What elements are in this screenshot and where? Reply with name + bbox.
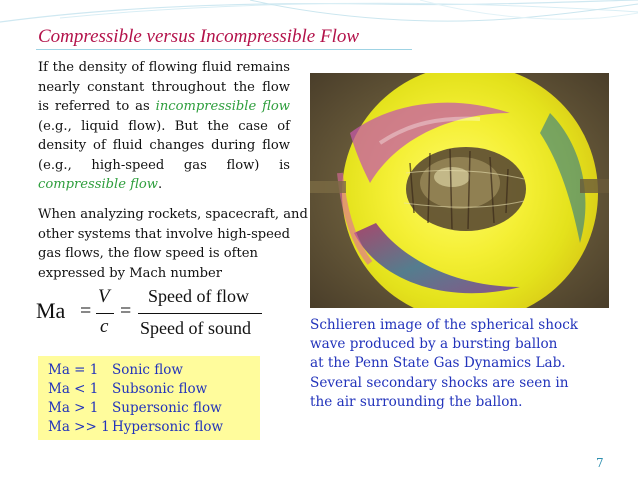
mach-condition: Ma > 1 (48, 400, 99, 416)
compressible-term: compressible flow (38, 177, 158, 192)
fraction-bar (138, 313, 262, 314)
flow-regime: Supersonic flow (112, 400, 222, 416)
formula-equals: = (120, 300, 132, 322)
image-caption (310, 316, 610, 412)
paragraph-text: . (157, 177, 163, 192)
mach-condition: Ma = 1 (48, 362, 99, 378)
definition-paragraph (38, 58, 290, 195)
mach-regime-table (38, 356, 260, 440)
caption-line: Schlieren image of the spherical shock (310, 317, 579, 333)
caption-line: wave produced by a bursting ballon (310, 336, 558, 353)
mach-number-formula (36, 282, 272, 348)
formula-v: V (98, 286, 110, 307)
formula-ma: Ma (36, 298, 66, 323)
schlieren-image (310, 73, 609, 308)
page-number: 7 (596, 456, 604, 470)
slide-title: Compressible versus Incompressible Flow (38, 26, 360, 47)
formula-equals: = (80, 300, 92, 322)
mach-condition: Ma >> 1 (48, 419, 110, 435)
mach-condition: Ma < 1 (48, 381, 99, 397)
fraction-bar (96, 313, 114, 314)
flow-regime: Subsonic flow (112, 381, 208, 397)
formula-numerator: Speed of flow (148, 286, 249, 306)
caption-line: the air surrounding the ballon. (310, 393, 523, 410)
formula-c: c (100, 316, 109, 337)
flow-regime: Hypersonic flow (112, 419, 224, 435)
schlieren-shock-illustration (310, 73, 609, 308)
mach-intro-paragraph: When analyzing rockets, spacecraft, and other systems that involve high-speed gas flows, the flow speed is often expressed by Mach number (38, 207, 308, 281)
title-underline (36, 49, 412, 50)
caption-line: at the Penn State Gas Dynamics Lab. (310, 355, 566, 372)
paragraph-text: (e.g., liquid flow). But the case of density of fluid changes during flow (e.g., high-speed gas flow) is (38, 118, 290, 173)
paragraph-text: If the density of flowing fluid remains nearly constant throughout the flow is referred to as (38, 60, 290, 114)
flow-regime: Sonic flow (112, 362, 183, 378)
caption-line: Several secondary shocks are seen in (310, 374, 569, 391)
incompressible-term: incompressible flow (155, 99, 291, 114)
formula-denominator: Speed of sound (140, 318, 251, 338)
